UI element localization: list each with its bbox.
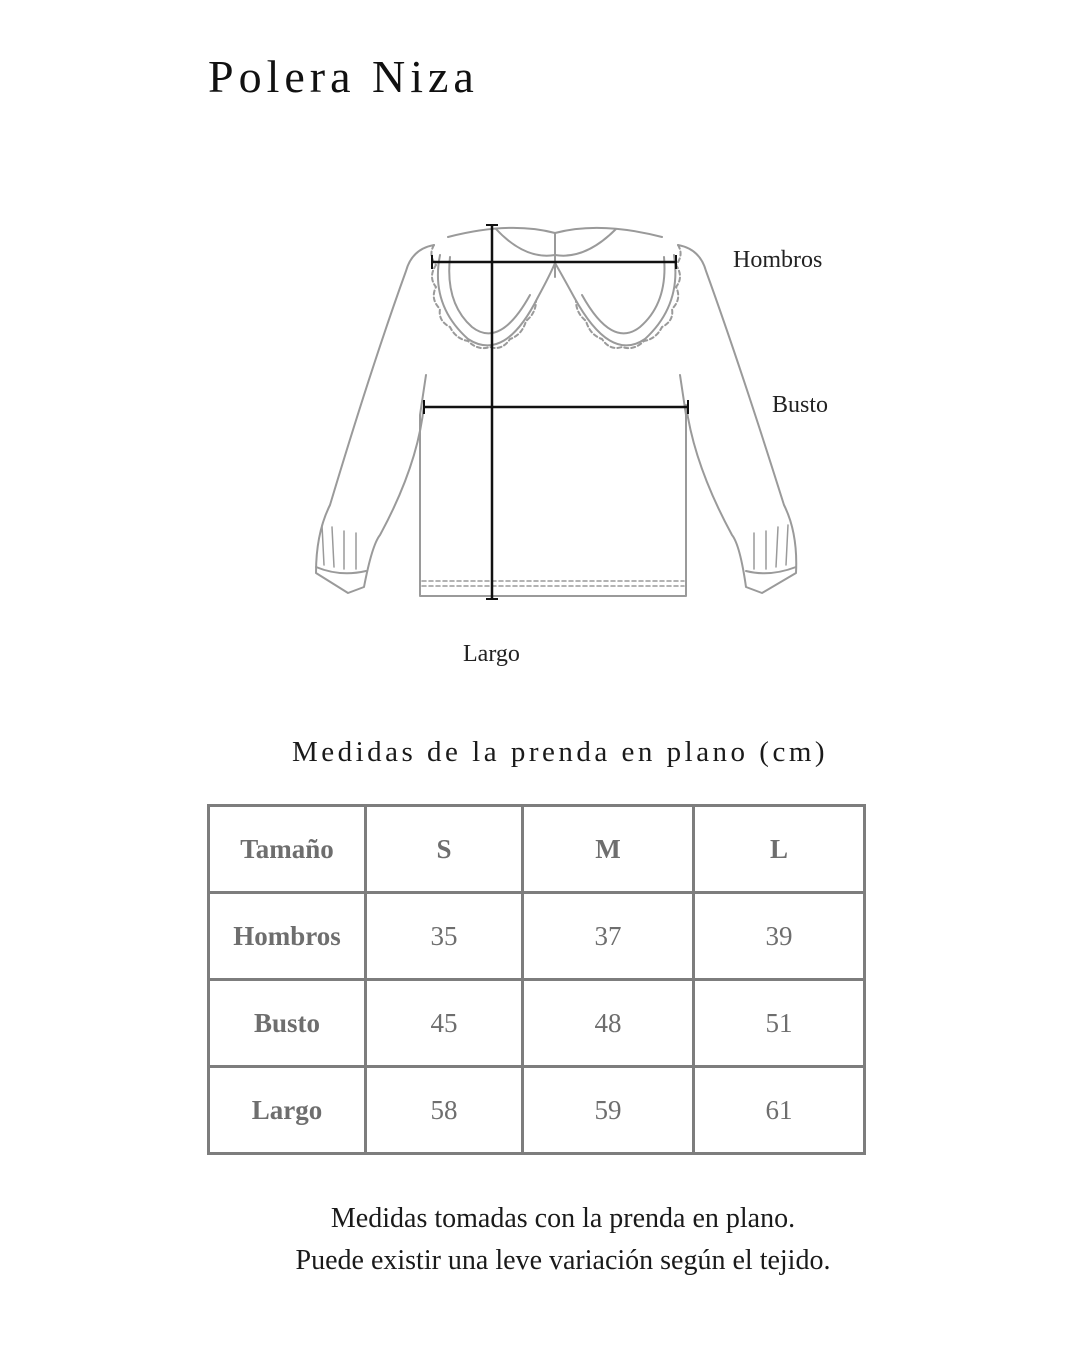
table-header-row <box>209 806 865 893</box>
page-title: Polera Niza <box>208 51 479 102</box>
table-cell: 59 <box>523 1067 694 1154</box>
busto-label: Busto <box>772 392 829 418</box>
table-row <box>209 980 865 1067</box>
header-size: Tamaño <box>209 806 366 893</box>
table-cell: 35 <box>366 893 523 980</box>
row-label: Hombros <box>209 893 366 980</box>
footnote-line-2: Puede existir una leve variación según el tejido. <box>295 1245 831 1276</box>
table-cell: 45 <box>366 980 523 1067</box>
table-cell: 61 <box>694 1067 865 1154</box>
header-m: M <box>523 806 694 893</box>
sleeve-left <box>316 245 434 593</box>
hombros-label: Hombros <box>733 247 823 273</box>
table-cell: 58 <box>366 1067 523 1154</box>
garment-diagram <box>300 215 823 615</box>
table-cell: 39 <box>694 893 865 980</box>
table-cell: 48 <box>523 980 694 1067</box>
table-cell: 51 <box>694 980 865 1067</box>
size-table <box>207 804 866 1155</box>
sleeve-right <box>678 245 796 593</box>
table-cell: 37 <box>523 893 694 980</box>
header-s: S <box>366 806 523 893</box>
footnote-line-1: Medidas tomadas con la prenda en plano. <box>330 1203 796 1234</box>
row-label: Busto <box>209 980 366 1067</box>
largo-label: Largo <box>463 641 520 667</box>
table-row <box>209 1067 865 1154</box>
table-row <box>209 893 865 980</box>
table-title: Medidas de la prenda en plano (cm) <box>291 736 829 768</box>
row-label: Largo <box>209 1067 366 1154</box>
header-l: L <box>694 806 865 893</box>
